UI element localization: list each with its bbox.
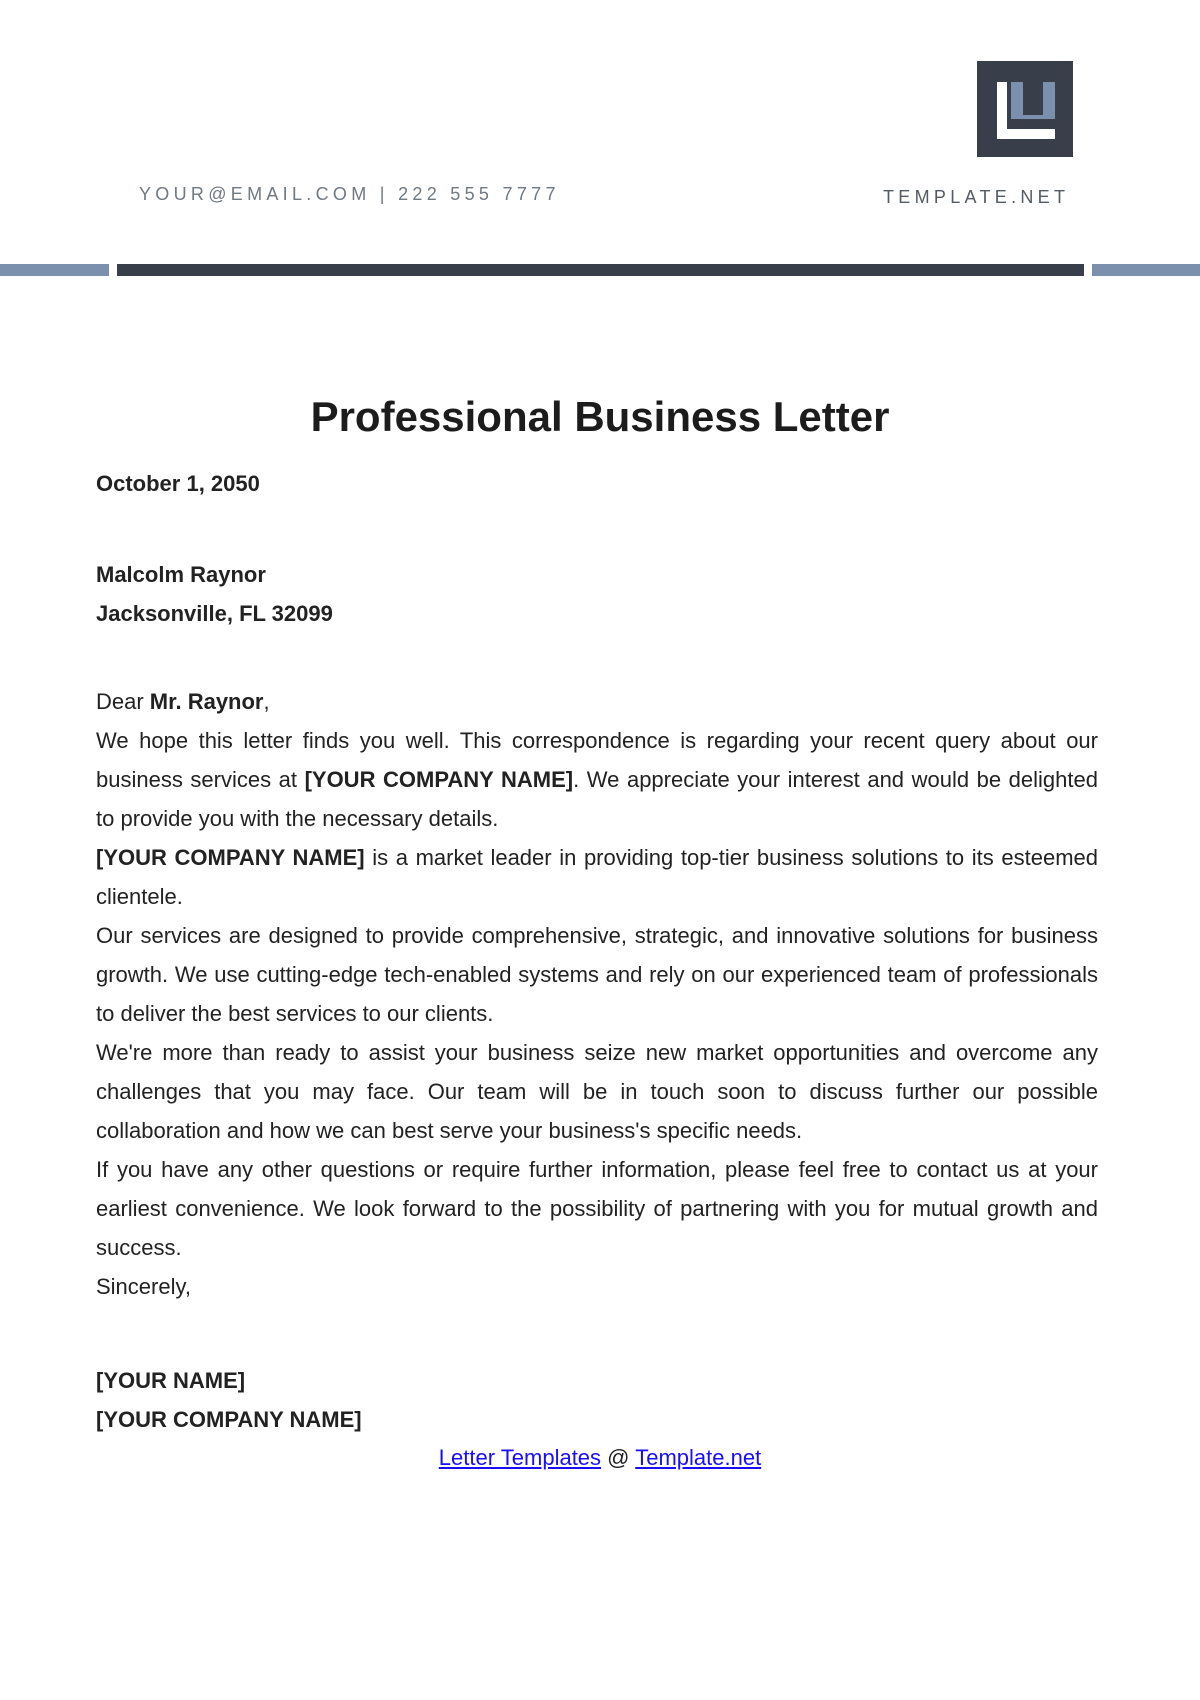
paragraph-intro-text-b: . We appreciate your interest and would be delighted to provide you with the necessary details. bbox=[96, 767, 1098, 831]
footer-credit bbox=[0, 1438, 1200, 1477]
signature-block bbox=[96, 1361, 1098, 1439]
template-net-link[interactable]: Template.net bbox=[635, 1445, 762, 1470]
header-divider-main bbox=[117, 264, 1084, 276]
recipient-block bbox=[96, 555, 1098, 633]
paragraph-intro-text-a: We hope this letter finds you well. This correspondence is regarding your recent query about our business services at bbox=[96, 728, 1098, 792]
recipient-address: Jacksonville, FL 32099 bbox=[96, 601, 333, 626]
paragraph-company-text: is a market leader in providing top-tier business solutions to its esteemed clientele. bbox=[96, 845, 1098, 909]
paragraph-intro bbox=[96, 721, 1098, 838]
salutation-suffix: , bbox=[263, 689, 270, 714]
template-net-logo-icon bbox=[977, 61, 1073, 157]
paragraph-services: Our services are designed to provide comprehensive, strategic, and innovative solutions for business growth. We use cutting-edge tech-enabled systems and rely on our experienced team of professionals to deliver the best services to our clients. bbox=[96, 923, 1098, 1026]
salutation-prefix: Dear bbox=[96, 689, 150, 714]
letter-title: Professional Business Letter bbox=[310, 393, 890, 440]
contact-info: YOUR@EMAIL.COM | 222 555 7777 bbox=[139, 184, 560, 204]
brand-name: TEMPLATE.NET bbox=[883, 187, 1070, 207]
company-name-placeholder: [YOUR COMPANY NAME] bbox=[304, 767, 574, 792]
paragraph-company bbox=[96, 838, 1098, 916]
letter-templates-link[interactable]: Letter Templates bbox=[438, 1445, 602, 1470]
company-name-placeholder: [YOUR COMPANY NAME] bbox=[96, 845, 365, 870]
paragraph-contact: If you have any other questions or require further information, please feel free to contact us at your earliest convenience. We look forward to the possibility of partnering with you for mutual growth and success. bbox=[96, 1157, 1098, 1260]
paragraph-assistance: We're more than ready to assist your business seize new market opportunities and overcome any challenges that you may face. Our team will be in touch soon to discuss further our possible collaboration and how we can best serve your business's specific needs. bbox=[96, 1040, 1098, 1143]
letter-body bbox=[96, 682, 1098, 1306]
recipient-name: Malcolm Raynor bbox=[96, 562, 266, 587]
signer-company: [YOUR COMPANY NAME] bbox=[96, 1407, 362, 1432]
closing-phrase: Sincerely, bbox=[96, 1274, 191, 1299]
signer-name: [YOUR NAME] bbox=[96, 1368, 246, 1393]
letter-date: October 1, 2050 bbox=[96, 471, 260, 496]
salutation-name: Mr. Raynor bbox=[149, 689, 264, 714]
footer-separator: @ bbox=[601, 1445, 636, 1470]
salutation bbox=[96, 682, 1098, 721]
header-divider-right bbox=[1092, 264, 1200, 276]
header-divider-left bbox=[0, 264, 109, 276]
